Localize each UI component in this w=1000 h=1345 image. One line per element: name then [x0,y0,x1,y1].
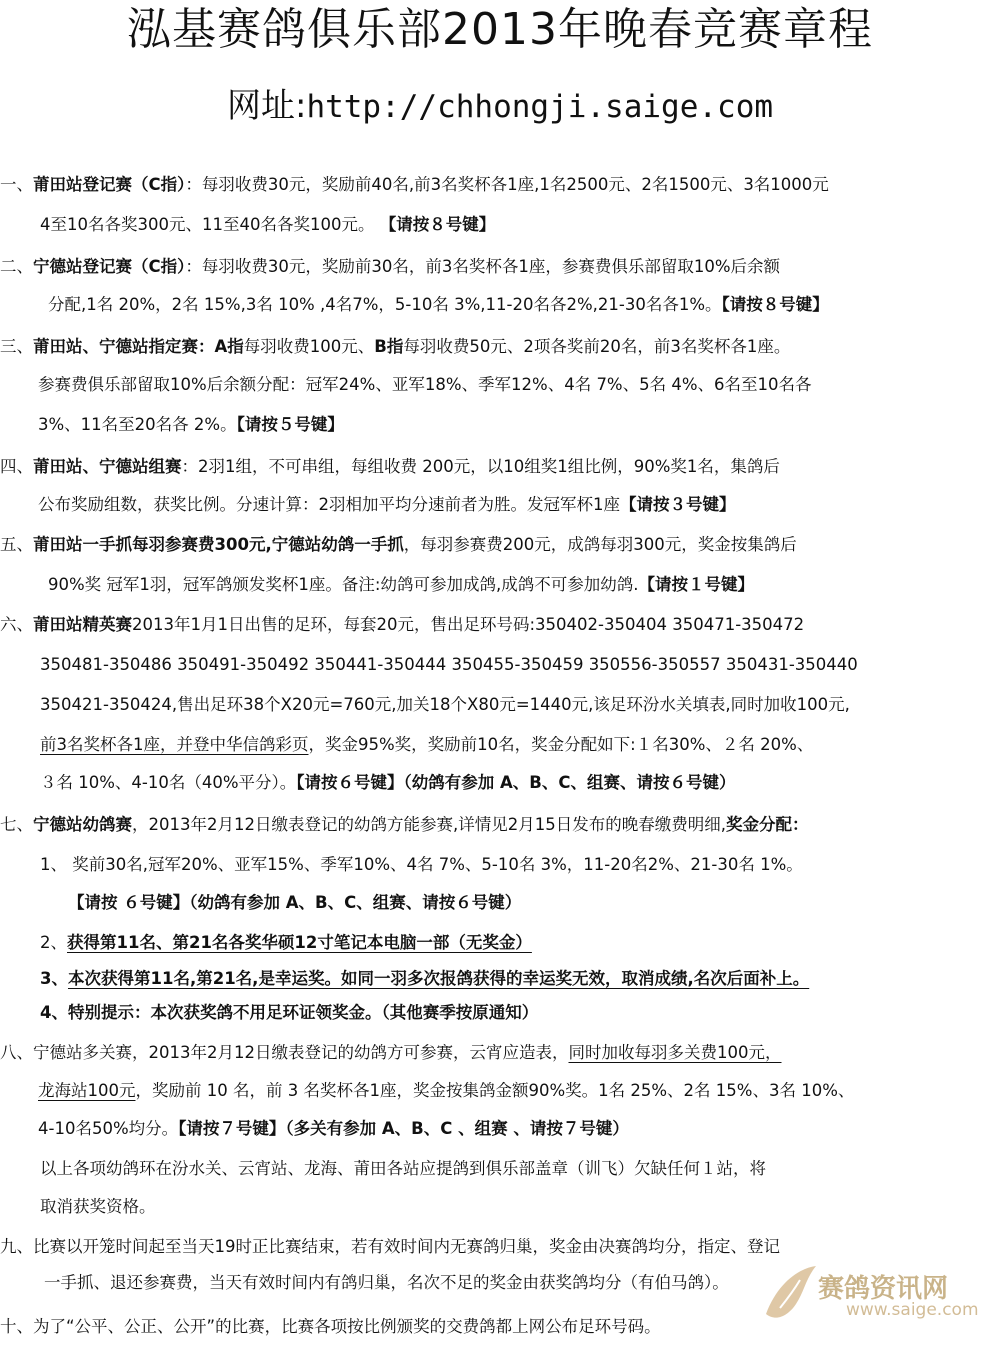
rule-1-line-2: 4至10名各奖300元、11至40名各奖100元。 【请按８号键】 [40,215,496,234]
rule-4-line-1: 四、莆田站、宁德站组赛：2羽1组，不可串组，每组收费 200元，以10组奖1组比例，90%奖1名，集鸽后 [0,457,780,476]
rule-1-line-1: 一、莆田站登记赛（C指）：每羽收费30元，奖励前40名,前3名奖杯各1座,1名2500元、2名1500元、3名1000元 [0,175,829,194]
rule-3-line-3: 3%、11名至20名各 2%。【请按５号键】 [38,415,344,434]
rule-8-line-1: 八、宁德站多关赛，2013年2月12日缴表登记的幼鸽方可参赛，云宵应造表，同时加收每羽多关费100元， [0,1043,782,1062]
rule-7-line-1: 七、宁德站幼鸽赛，2013年2月12日缴表登记的幼鸽方能参赛,详情见2月15日发布的晚春缴费明细,奖金分配： [0,815,809,834]
rule-6-line-1: 六、莆田站精英赛2013年1月1日出售的足环，每套20元，售出足环号码:350402-350404 350471-350472 [0,615,805,634]
pigeon-logo-icon [760,1262,820,1332]
rule-8-line-4: 以上各项幼鸽环在汾水关、云宵站、龙海、莆田各站应提鸽到俱乐部盖章（训飞）欠缺任何１站，将 [40,1159,766,1178]
rule-2-line-2: 分配,1名 20%，2名 15%,3名 10% ,4名7%，5-10名 3%,11-20名各2%,21-30名各1%。【请按８号键】 [48,295,829,314]
rule-5-line-2: 90%奖 冠军1羽，冠军鸽颁发奖杯1座。备注:幼鸽可参加成鸽,成鸽不可参加幼鸽.【请按１号键】 [48,575,754,594]
rule-6-line-5: ３名 10%、4-10名（40%平分）。【请按６号键】（幼鸽有参加 A、B、C、组赛、请按６号键） [40,773,736,792]
rule-6-line-4: 前3名奖杯各1座，并登中华信鸽彩页，奖金95%奖，奖励前10名，奖金分配如下:１名30%、２名 20%、 [40,735,814,754]
rule-8-line-3: 4-10名50%均分。【请按７号键】（多关有参加 A、B、C 、组赛 、请按７号键） [38,1119,629,1138]
page-title: 泓基赛鸽俱乐部2013年晚春竞赛章程 [127,4,873,55]
rule-7-line-3: 【请按 ６号键】（幼鸽有参加 A、B、C、组赛、请按６号键） [68,893,522,912]
rule-9-line-1: 九、比赛以开笼时间起至当天19时正比赛结束，若有效时间内无赛鸽归巢，奖金由决赛鸽均分，指定、登记 [0,1237,780,1256]
rule-7-line-4: 2、获得第11名、第21名各奖华硕12寸笔记本电脑一部（无奖金） [40,933,532,952]
watermark-name: 赛鸽资讯网 [818,1274,949,1304]
rule-9-line-2: 一手抓、退还参赛费，当天有效时间内有鸽归巢，名次不足的奖金由获奖鸽均分（有伯马鸽）。 [44,1273,729,1292]
rule-4-line-2: 公布奖励组数，获奖比例。分速计算：2羽相加平均分速前者为胜。发冠军杯1座【请按３号键】 [38,495,736,514]
rule-3-line-1: 三、莆田站、宁德站指定赛：A指每羽收费100元、B指每羽收费50元、2项各奖前20名，前3名奖杯各1座。 [0,337,791,356]
rule-7-line-5: 3、本次获得第11名,第21名,是幸运奖。如同一羽多次报鸽获得的幸运奖无效，取消成绩,名次后面补上。 [40,969,810,988]
rule-8-line-2: 龙海站100元，奖励前 10 名，前 3 名奖杯各1座，奖金按集鸽金额90%奖。1名 25%、2名 15%、3名 10%、 [38,1081,855,1100]
website-url[interactable]: http://chhongji.saige.com [306,89,774,125]
rule-6-line-3: 350421-350424,售出足环38个X20元=760元,加关18个X80元=1440元,该足环汾水关填表,同时加收100元, [40,695,850,714]
website-line [0,84,1000,129]
rule-7-line-2: 1、 奖前30名,冠军20%、亚军15%、季军10%、4名 7%、5-10名 3%，11-20名2%、21-30名 1%。 [40,855,803,874]
rule-10-line-1: 十、为了“公平、公正、公开”的比赛，比赛各项按比例颁奖的交费鸽都上网公布足环号码。 [0,1317,661,1336]
rule-8-line-5: 取消获奖资格。 [40,1197,156,1216]
rule-5-line-1: 五、莆田站一手抓每羽参赛费300元,宁德站幼鸽一手抓，每羽参赛费200元，成鸽每羽300元，奖金按集鸽后 [0,535,797,554]
rule-6-line-2: 350481-350486 350491-350492 350441-350444 350455-350459 350556-350557 350431-350440 [40,655,858,674]
rule-7-line-6: 4、特别提示：本次获奖鸽不用足环证领奖金。（其他赛季按原通知） [40,1003,539,1022]
website-label: 网址: [226,86,307,126]
rule-2-line-1: 二、宁德站登记赛（C指）：每羽收费30元，奖励前30名，前3名奖杯各1座，参赛费俱乐部留取10%后余额 [0,257,781,276]
rule-3-line-2: 参赛费俱乐部留取10%后余额分配：冠军24%、亚军18%、季军12%、4名 7%、5名 4%、6名至10名各 [38,375,812,394]
site-watermark [760,1262,992,1334]
watermark-site: www.saige.com [846,1300,979,1320]
